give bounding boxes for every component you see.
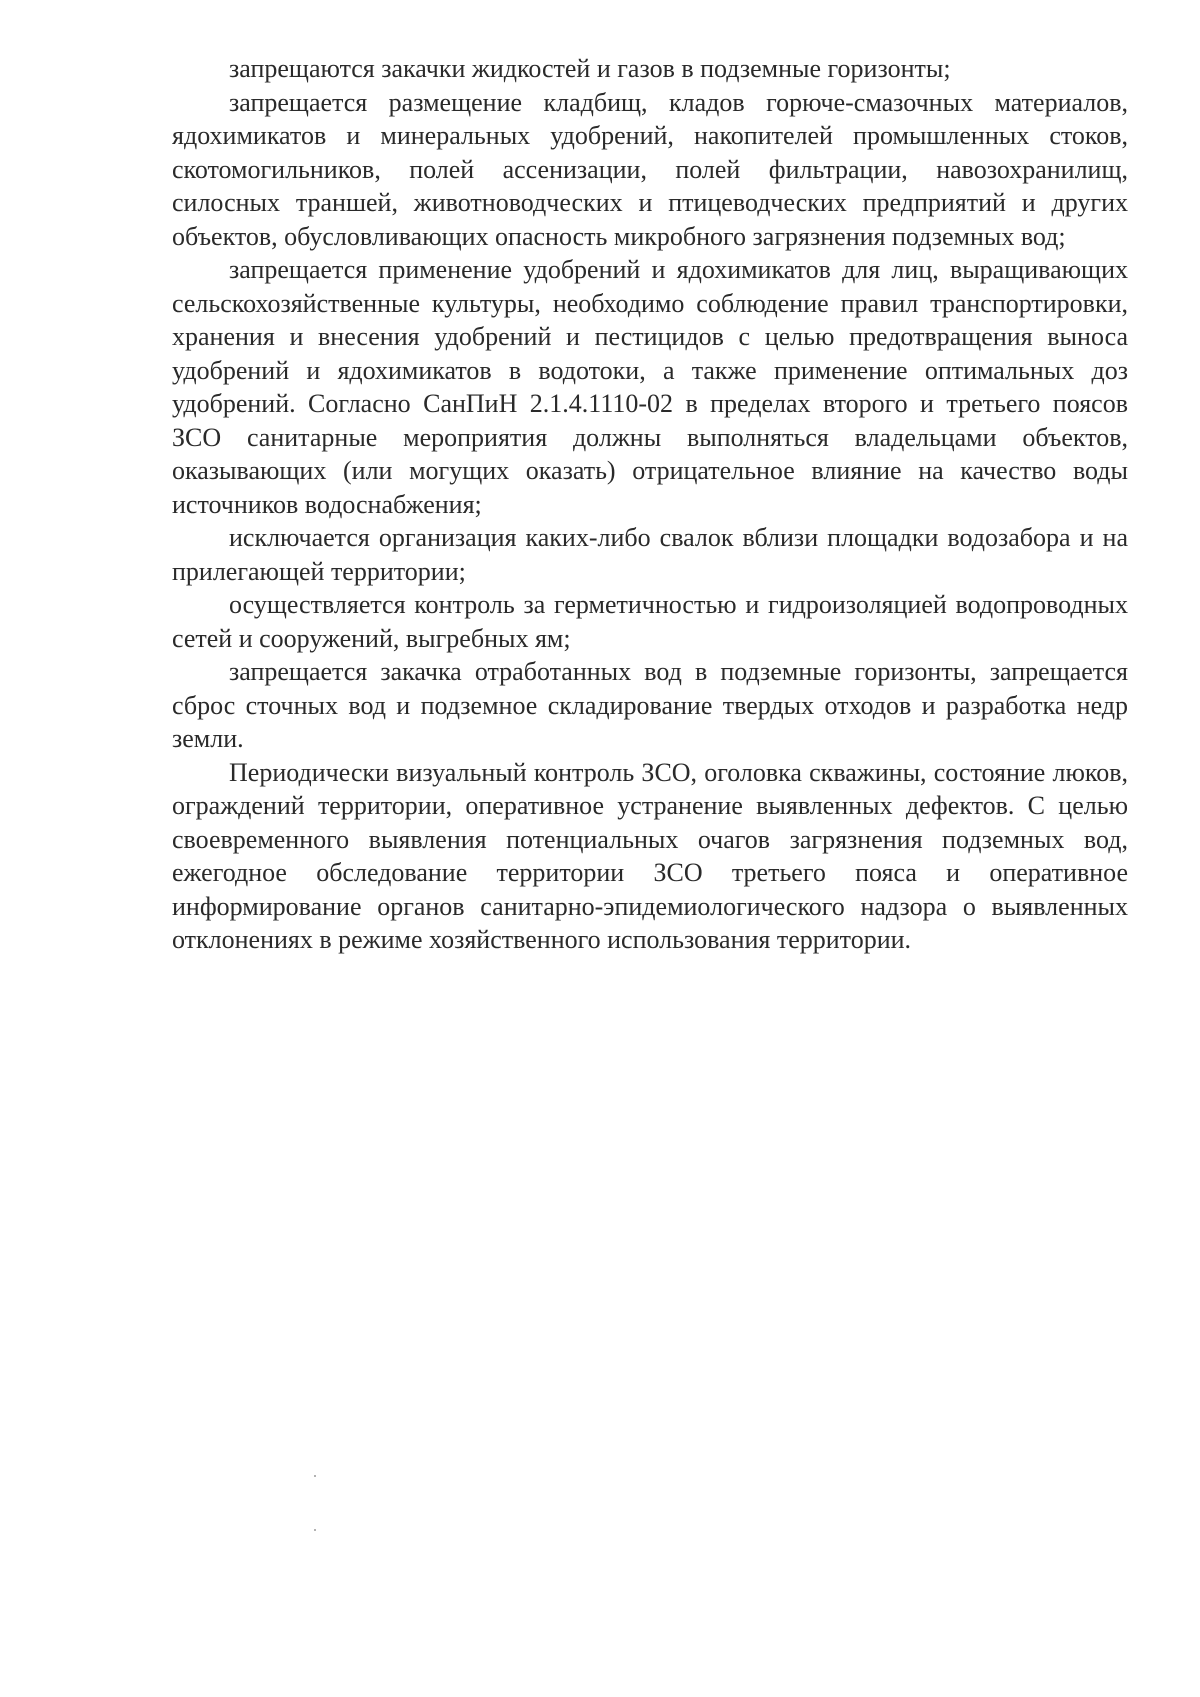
paragraph-placement-ban: запрещается размещение кладбищ, кладов горюче-смазочных материалов, ядохимикатов и минеральных удобрений, накопителей промышленных стоков, скотомогильников, полей ассенизации, полей фильтрации, навозохранилищ, силосных траншей, животноводческих и птицеводческих предприятий и других объектов, обусловливающих опасность микробного загрязнения подземных вод;: [172, 87, 1128, 251]
paragraph-sealing-control: осуществляется контроль за герметичностью и гидроизоляцией водопроводных сетей и сооружений, выгребных ям;: [172, 590, 1128, 653]
scan-speck: [314, 1529, 316, 1531]
paragraph-periodic-control: Периодически визуальный контроль ЗСО, оголовка скважины, состояние люков, ограждений территории, оперативное устранение выявленных дефектов. С целью своевременного выявления потенциальных очагов загрязнения подземных вод, ежегодное обследование территории ЗСО третьего пояса и оперативное информирование органов санитарно-эпидемиологического надзора о выявленных отклонениях в режиме хозяйственного использования территории.: [172, 757, 1128, 954]
document-body: [172, 52, 1128, 957]
paragraph-wastewater-ban: запрещается закачка отработанных вод в подземные горизонты, запрещается сброс сточных вод и подземное складирование твердых отходов и разработка недр земли.: [172, 657, 1128, 753]
paragraph-injection-ban: запрещаются закачки жидкостей и газов в подземные горизонты;: [229, 54, 951, 83]
scan-speck: [314, 1475, 316, 1477]
paragraph-fertilizer-ban: запрещается применение удобрений и ядохимикатов для лиц, выращивающих сельскохозяйственные культуры, необходимо соблюдение правил транспортировки, хранения и внесения удобрений и пестицидов с целью предотвращения выноса удобрений и ядохимикатов в водотоки, а также применение оптимальных доз удобрений. Согласно СанПиН 2.1.4.1110-02 в пределах второго и третьего поясов ЗСО санитарные мероприятия должны выполняться владельцами объектов, оказывающих (или могущих оказать) отрицательное влияние на качество воды источников водоснабжения;: [172, 255, 1128, 519]
paragraph-dump-exclusion: исключается организация каких-либо свалок вблизи площадки водозабора и на прилегающей территории;: [172, 523, 1128, 586]
